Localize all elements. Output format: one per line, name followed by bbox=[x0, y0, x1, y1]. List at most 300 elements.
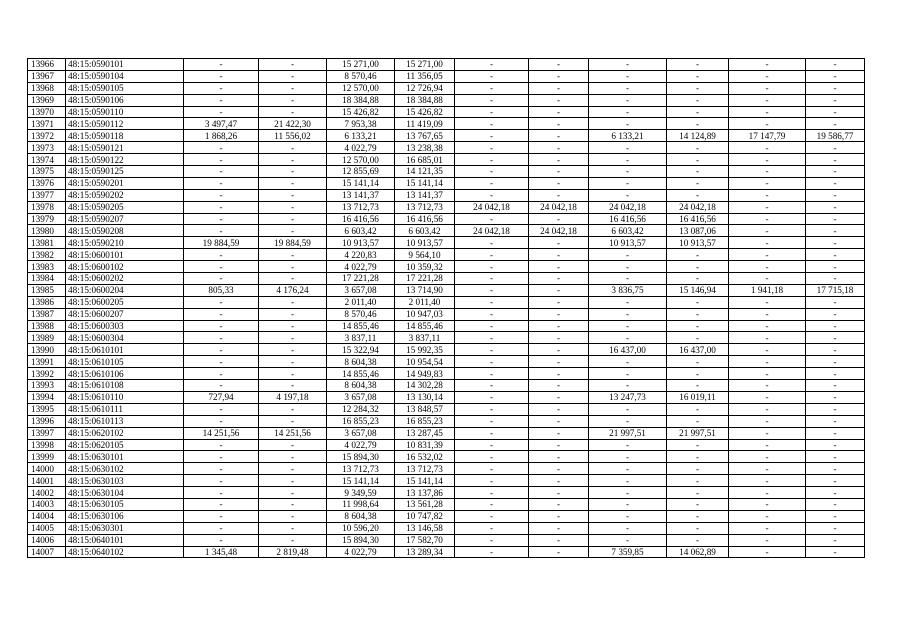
value-col-4-cell: - bbox=[259, 94, 327, 106]
value-col-8-cell: - bbox=[529, 213, 589, 225]
row-number-cell: 13967 bbox=[28, 70, 66, 82]
row-number-cell: 13991 bbox=[28, 356, 66, 368]
value-col-12-cell: - bbox=[806, 368, 865, 380]
value-col-3-cell: - bbox=[184, 320, 259, 332]
value-col-12-cell: - bbox=[806, 106, 865, 118]
cadastral-number-cell: 48:15:0590201 bbox=[66, 177, 184, 189]
table-row bbox=[28, 510, 865, 522]
value-col-7-cell: - bbox=[455, 403, 529, 415]
cadastral-number-cell: 48:15:0630301 bbox=[66, 522, 184, 534]
value-col-5-cell: 4 022,79 bbox=[327, 261, 395, 273]
row-number-cell: 14004 bbox=[28, 510, 66, 522]
value-col-12-cell: - bbox=[806, 332, 865, 344]
cadastral-number-cell: 48:15:0610101 bbox=[66, 344, 184, 356]
value-col-12-cell: - bbox=[806, 94, 865, 106]
value-col-11-cell: - bbox=[729, 380, 806, 392]
value-col-5-cell: 11 998,64 bbox=[327, 498, 395, 510]
value-col-3-cell: - bbox=[184, 177, 259, 189]
value-col-11-cell: - bbox=[729, 403, 806, 415]
value-col-8-cell: - bbox=[529, 70, 589, 82]
value-col-3-cell: - bbox=[184, 308, 259, 320]
value-col-12-cell: - bbox=[806, 344, 865, 356]
value-col-6-cell: 13 289,34 bbox=[395, 546, 455, 558]
value-col-10-cell: - bbox=[667, 380, 729, 392]
value-col-8-cell: - bbox=[529, 284, 589, 296]
cadastral-number-cell: 48:15:0610113 bbox=[66, 415, 184, 427]
value-col-3-cell: - bbox=[184, 475, 259, 487]
value-col-4-cell: - bbox=[259, 498, 327, 510]
value-col-6-cell: 12 726,94 bbox=[395, 82, 455, 94]
value-col-3-cell: - bbox=[184, 106, 259, 118]
value-col-12-cell: - bbox=[806, 415, 865, 427]
value-col-5-cell: 13 712,73 bbox=[327, 201, 395, 213]
value-col-12-cell: - bbox=[806, 498, 865, 510]
value-col-3-cell: 19 884,59 bbox=[184, 237, 259, 249]
value-col-7-cell: - bbox=[455, 284, 529, 296]
value-col-12-cell: - bbox=[806, 546, 865, 558]
value-col-11-cell: - bbox=[729, 189, 806, 201]
row-number-cell: 13981 bbox=[28, 237, 66, 249]
value-col-5-cell: 15 141,14 bbox=[327, 177, 395, 189]
value-col-11-cell: - bbox=[729, 225, 806, 237]
value-col-12-cell: - bbox=[806, 403, 865, 415]
cadastral-number-cell: 48:15:0610111 bbox=[66, 403, 184, 415]
value-col-3-cell: - bbox=[184, 510, 259, 522]
table-row bbox=[28, 427, 865, 439]
cadastral-number-cell: 48:15:0590104 bbox=[66, 70, 184, 82]
value-col-5-cell: 4 220,83 bbox=[327, 249, 395, 261]
row-number-cell: 13974 bbox=[28, 154, 66, 166]
row-number-cell: 14007 bbox=[28, 546, 66, 558]
value-col-9-cell: - bbox=[589, 522, 667, 534]
value-col-3-cell: - bbox=[184, 380, 259, 392]
value-col-9-cell: 6 603,42 bbox=[589, 225, 667, 237]
value-col-9-cell: - bbox=[589, 368, 667, 380]
value-col-10-cell: 16 416,56 bbox=[667, 213, 729, 225]
value-col-4-cell: - bbox=[259, 142, 327, 154]
value-col-7-cell: - bbox=[455, 273, 529, 285]
value-col-10-cell: - bbox=[667, 451, 729, 463]
value-col-4-cell: - bbox=[259, 487, 327, 499]
value-col-9-cell: - bbox=[589, 356, 667, 368]
value-col-10-cell: 13 087,06 bbox=[667, 225, 729, 237]
value-col-7-cell: - bbox=[455, 142, 529, 154]
value-col-12-cell: - bbox=[806, 320, 865, 332]
value-col-12-cell: - bbox=[806, 225, 865, 237]
cadastral-number-cell: 48:15:0590210 bbox=[66, 237, 184, 249]
value-col-12-cell: - bbox=[806, 189, 865, 201]
value-col-11-cell: - bbox=[729, 249, 806, 261]
table-row bbox=[28, 166, 865, 178]
value-col-9-cell: - bbox=[589, 166, 667, 178]
value-col-10-cell: - bbox=[667, 296, 729, 308]
cadastral-number-cell: 48:15:0630106 bbox=[66, 510, 184, 522]
value-col-4-cell: - bbox=[259, 59, 327, 71]
value-col-10-cell: 15 146,94 bbox=[667, 284, 729, 296]
value-col-9-cell: 10 913,57 bbox=[589, 237, 667, 249]
value-col-8-cell: - bbox=[529, 273, 589, 285]
value-col-3-cell: - bbox=[184, 59, 259, 71]
table-row bbox=[28, 391, 865, 403]
value-col-8-cell: - bbox=[529, 368, 589, 380]
row-number-cell: 13986 bbox=[28, 296, 66, 308]
value-col-5-cell: 3 657,08 bbox=[327, 391, 395, 403]
value-col-4-cell: - bbox=[259, 273, 327, 285]
value-col-10-cell: - bbox=[667, 510, 729, 522]
value-col-9-cell: - bbox=[589, 249, 667, 261]
table-row bbox=[28, 118, 865, 130]
value-col-6-cell: 13 767,65 bbox=[395, 130, 455, 142]
value-col-12-cell: - bbox=[806, 522, 865, 534]
value-col-5-cell: 2 011,40 bbox=[327, 296, 395, 308]
cadastral-number-cell: 48:15:0610106 bbox=[66, 368, 184, 380]
table-row bbox=[28, 344, 865, 356]
value-col-5-cell: 8 604,38 bbox=[327, 510, 395, 522]
value-col-5-cell: 8 604,38 bbox=[327, 356, 395, 368]
row-number-cell: 13979 bbox=[28, 213, 66, 225]
value-col-11-cell: - bbox=[729, 522, 806, 534]
value-col-3-cell: 1 868,26 bbox=[184, 130, 259, 142]
cadastral-number-cell: 48:15:0590106 bbox=[66, 94, 184, 106]
value-col-4-cell: - bbox=[259, 177, 327, 189]
value-col-7-cell: - bbox=[455, 487, 529, 499]
value-col-6-cell: 15 992,35 bbox=[395, 344, 455, 356]
value-col-7-cell: - bbox=[455, 154, 529, 166]
value-col-6-cell: 16 685,01 bbox=[395, 154, 455, 166]
cadastral-number-cell: 48:15:0630104 bbox=[66, 487, 184, 499]
value-col-8-cell: - bbox=[529, 130, 589, 142]
value-col-8-cell: - bbox=[529, 59, 589, 71]
row-number-cell: 13976 bbox=[28, 177, 66, 189]
value-col-12-cell: - bbox=[806, 391, 865, 403]
table-row bbox=[28, 213, 865, 225]
row-number-cell: 13984 bbox=[28, 273, 66, 285]
table-row bbox=[28, 94, 865, 106]
value-col-12-cell: - bbox=[806, 70, 865, 82]
value-col-5-cell: 3 657,08 bbox=[327, 284, 395, 296]
row-number-cell: 13985 bbox=[28, 284, 66, 296]
value-col-7-cell: - bbox=[455, 296, 529, 308]
value-col-12-cell: - bbox=[806, 380, 865, 392]
value-col-7-cell: - bbox=[455, 439, 529, 451]
cadastral-number-cell: 48:15:0590205 bbox=[66, 201, 184, 213]
value-col-6-cell: 10 913,57 bbox=[395, 237, 455, 249]
value-col-8-cell: - bbox=[529, 308, 589, 320]
cadastral-number-cell: 48:15:0620102 bbox=[66, 427, 184, 439]
value-col-4-cell: 21 422,30 bbox=[259, 118, 327, 130]
value-col-3-cell: - bbox=[184, 142, 259, 154]
value-col-7-cell: - bbox=[455, 308, 529, 320]
value-col-8-cell: - bbox=[529, 237, 589, 249]
cadastral-number-cell: 48:15:0600102 bbox=[66, 261, 184, 273]
value-col-8-cell: - bbox=[529, 320, 589, 332]
value-col-9-cell: - bbox=[589, 380, 667, 392]
value-col-6-cell: 15 141,14 bbox=[395, 177, 455, 189]
value-col-11-cell: - bbox=[729, 356, 806, 368]
value-col-5-cell: 9 349,59 bbox=[327, 487, 395, 499]
value-col-9-cell: - bbox=[589, 118, 667, 130]
row-number-cell: 13990 bbox=[28, 344, 66, 356]
cadastral-number-cell: 48:15:0630103 bbox=[66, 475, 184, 487]
value-col-3-cell: - bbox=[184, 332, 259, 344]
value-col-3-cell: 1 345,48 bbox=[184, 546, 259, 558]
value-col-10-cell: - bbox=[667, 82, 729, 94]
value-col-6-cell: 13 712,73 bbox=[395, 463, 455, 475]
value-col-6-cell: 14 949,83 bbox=[395, 368, 455, 380]
value-col-4-cell: - bbox=[259, 368, 327, 380]
value-col-4-cell: - bbox=[259, 534, 327, 546]
value-col-7-cell: - bbox=[455, 415, 529, 427]
value-col-12-cell: - bbox=[806, 82, 865, 94]
value-col-4-cell: - bbox=[259, 403, 327, 415]
value-col-10-cell: 24 042,18 bbox=[667, 201, 729, 213]
value-col-5-cell: 6 603,42 bbox=[327, 225, 395, 237]
value-col-3-cell: 727,94 bbox=[184, 391, 259, 403]
value-col-7-cell: - bbox=[455, 130, 529, 142]
value-col-4-cell: - bbox=[259, 463, 327, 475]
value-col-9-cell: - bbox=[589, 70, 667, 82]
value-col-3-cell: - bbox=[184, 261, 259, 273]
value-col-9-cell: - bbox=[589, 487, 667, 499]
table-row bbox=[28, 320, 865, 332]
value-col-7-cell: - bbox=[455, 427, 529, 439]
value-col-3-cell: - bbox=[184, 166, 259, 178]
value-col-9-cell: 16 437,00 bbox=[589, 344, 667, 356]
value-col-5-cell: 10 913,57 bbox=[327, 237, 395, 249]
value-col-7-cell: - bbox=[455, 510, 529, 522]
value-col-10-cell: - bbox=[667, 106, 729, 118]
table-row bbox=[28, 106, 865, 118]
value-col-10-cell: - bbox=[667, 522, 729, 534]
value-col-3-cell: 14 251,56 bbox=[184, 427, 259, 439]
value-col-10-cell: - bbox=[667, 177, 729, 189]
value-col-7-cell: - bbox=[455, 106, 529, 118]
cadastral-number-cell: 48:15:0600304 bbox=[66, 332, 184, 344]
value-col-6-cell: 17 582,70 bbox=[395, 534, 455, 546]
value-col-6-cell: 14 302,28 bbox=[395, 380, 455, 392]
value-col-7-cell: - bbox=[455, 118, 529, 130]
value-col-12-cell: - bbox=[806, 534, 865, 546]
value-col-11-cell: - bbox=[729, 296, 806, 308]
row-number-cell: 14000 bbox=[28, 463, 66, 475]
value-col-3-cell: - bbox=[184, 225, 259, 237]
value-col-5-cell: 3 657,08 bbox=[327, 427, 395, 439]
value-col-4-cell: - bbox=[259, 106, 327, 118]
value-col-9-cell: - bbox=[589, 273, 667, 285]
value-col-4-cell: - bbox=[259, 380, 327, 392]
value-col-3-cell: 805,33 bbox=[184, 284, 259, 296]
value-col-10-cell: - bbox=[667, 94, 729, 106]
value-col-4-cell: - bbox=[259, 308, 327, 320]
value-col-12-cell: - bbox=[806, 439, 865, 451]
cadastral-number-cell: 48:15:0590121 bbox=[66, 142, 184, 154]
row-number-cell: 13993 bbox=[28, 380, 66, 392]
value-col-3-cell: - bbox=[184, 249, 259, 261]
table-row bbox=[28, 356, 865, 368]
table-row bbox=[28, 130, 865, 142]
value-col-6-cell: 10 954,54 bbox=[395, 356, 455, 368]
row-number-cell: 13970 bbox=[28, 106, 66, 118]
row-number-cell: 13989 bbox=[28, 332, 66, 344]
value-col-7-cell: - bbox=[455, 82, 529, 94]
value-col-9-cell: - bbox=[589, 94, 667, 106]
table-row bbox=[28, 522, 865, 534]
cadastral-number-cell: 48:15:0590110 bbox=[66, 106, 184, 118]
value-col-7-cell: - bbox=[455, 237, 529, 249]
row-number-cell: 14003 bbox=[28, 498, 66, 510]
value-col-4-cell: - bbox=[259, 261, 327, 273]
value-col-4-cell: - bbox=[259, 189, 327, 201]
value-col-11-cell: 1 941,18 bbox=[729, 284, 806, 296]
value-col-10-cell: 14 062,89 bbox=[667, 546, 729, 558]
value-col-4-cell: - bbox=[259, 320, 327, 332]
value-col-10-cell: - bbox=[667, 498, 729, 510]
row-number-cell: 13997 bbox=[28, 427, 66, 439]
value-col-4-cell: - bbox=[259, 439, 327, 451]
value-col-4-cell: 14 251,56 bbox=[259, 427, 327, 439]
value-col-12-cell: - bbox=[806, 154, 865, 166]
value-col-7-cell: - bbox=[455, 59, 529, 71]
value-col-4-cell: - bbox=[259, 166, 327, 178]
value-col-8-cell: - bbox=[529, 546, 589, 558]
value-col-6-cell: 11 419,09 bbox=[395, 118, 455, 130]
value-col-4-cell: - bbox=[259, 451, 327, 463]
value-col-12-cell: - bbox=[806, 166, 865, 178]
value-col-8-cell: - bbox=[529, 510, 589, 522]
value-col-3-cell: 3 497,47 bbox=[184, 118, 259, 130]
table-row bbox=[28, 59, 865, 71]
value-col-10-cell: - bbox=[667, 142, 729, 154]
value-col-11-cell: - bbox=[729, 510, 806, 522]
value-col-5-cell: 12 855,69 bbox=[327, 166, 395, 178]
value-col-4-cell: 19 884,59 bbox=[259, 237, 327, 249]
value-col-5-cell: 12 570,00 bbox=[327, 82, 395, 94]
value-col-10-cell: - bbox=[667, 463, 729, 475]
value-col-8-cell: - bbox=[529, 344, 589, 356]
value-col-6-cell: 3 837,11 bbox=[395, 332, 455, 344]
value-col-5-cell: 15 426,82 bbox=[327, 106, 395, 118]
value-col-4-cell: 4 176,24 bbox=[259, 284, 327, 296]
value-col-8-cell: - bbox=[529, 356, 589, 368]
cadastral-number-cell: 48:15:0600303 bbox=[66, 320, 184, 332]
value-col-4-cell: 11 556,02 bbox=[259, 130, 327, 142]
cadastral-number-cell: 48:15:0590101 bbox=[66, 59, 184, 71]
value-col-9-cell: - bbox=[589, 154, 667, 166]
value-col-6-cell: 13 137,86 bbox=[395, 487, 455, 499]
cadastral-value-table bbox=[27, 58, 865, 558]
value-col-3-cell: - bbox=[184, 368, 259, 380]
value-col-11-cell: - bbox=[729, 391, 806, 403]
value-col-4-cell: - bbox=[259, 249, 327, 261]
table-row bbox=[28, 546, 865, 558]
value-col-11-cell: - bbox=[729, 201, 806, 213]
value-col-11-cell: - bbox=[729, 308, 806, 320]
value-col-4-cell: - bbox=[259, 332, 327, 344]
value-col-9-cell: - bbox=[589, 296, 667, 308]
value-col-11-cell: - bbox=[729, 177, 806, 189]
value-col-5-cell: 6 133,21 bbox=[327, 130, 395, 142]
value-col-11-cell: - bbox=[729, 534, 806, 546]
value-col-6-cell: 10 747,82 bbox=[395, 510, 455, 522]
row-number-cell: 14002 bbox=[28, 487, 66, 499]
table-row bbox=[28, 439, 865, 451]
value-col-9-cell: - bbox=[589, 510, 667, 522]
value-col-12-cell: - bbox=[806, 118, 865, 130]
table-row bbox=[28, 296, 865, 308]
value-col-12-cell: 17 715,18 bbox=[806, 284, 865, 296]
value-col-7-cell: - bbox=[455, 380, 529, 392]
value-col-11-cell: - bbox=[729, 368, 806, 380]
value-col-8-cell: - bbox=[529, 106, 589, 118]
value-col-3-cell: - bbox=[184, 451, 259, 463]
value-col-3-cell: - bbox=[184, 415, 259, 427]
row-number-cell: 13999 bbox=[28, 451, 66, 463]
cadastral-number-cell: 48:15:0600101 bbox=[66, 249, 184, 261]
value-col-5-cell: 16 855,23 bbox=[327, 415, 395, 427]
value-col-3-cell: - bbox=[184, 534, 259, 546]
value-col-11-cell: - bbox=[729, 332, 806, 344]
value-col-6-cell: 18 384,88 bbox=[395, 94, 455, 106]
value-col-9-cell: - bbox=[589, 463, 667, 475]
value-col-7-cell: - bbox=[455, 344, 529, 356]
value-col-6-cell: 14 121,35 bbox=[395, 166, 455, 178]
value-col-8-cell: - bbox=[529, 189, 589, 201]
value-col-3-cell: - bbox=[184, 344, 259, 356]
value-col-11-cell: - bbox=[729, 320, 806, 332]
value-col-8-cell: 24 042,18 bbox=[529, 201, 589, 213]
value-col-5-cell: 13 712,73 bbox=[327, 463, 395, 475]
value-col-11-cell: - bbox=[729, 82, 806, 94]
value-col-9-cell: 21 997,51 bbox=[589, 427, 667, 439]
table-row bbox=[28, 154, 865, 166]
value-col-9-cell: 3 836,75 bbox=[589, 284, 667, 296]
cadastral-number-cell: 48:15:0590125 bbox=[66, 166, 184, 178]
table-row bbox=[28, 534, 865, 546]
value-col-10-cell: - bbox=[667, 189, 729, 201]
value-col-12-cell: - bbox=[806, 463, 865, 475]
value-col-11-cell: - bbox=[729, 463, 806, 475]
cadastral-number-cell: 48:15:0640102 bbox=[66, 546, 184, 558]
table-row bbox=[28, 403, 865, 415]
value-col-9-cell: 16 416,56 bbox=[589, 213, 667, 225]
row-number-cell: 13996 bbox=[28, 415, 66, 427]
table-row bbox=[28, 82, 865, 94]
value-col-3-cell: - bbox=[184, 439, 259, 451]
value-col-12-cell: - bbox=[806, 308, 865, 320]
value-col-5-cell: 15 141,14 bbox=[327, 475, 395, 487]
table-row bbox=[28, 487, 865, 499]
value-col-11-cell: - bbox=[729, 475, 806, 487]
value-col-8-cell: - bbox=[529, 261, 589, 273]
value-col-3-cell: - bbox=[184, 487, 259, 499]
value-col-11-cell: - bbox=[729, 237, 806, 249]
row-number-cell: 13987 bbox=[28, 308, 66, 320]
cadastral-number-cell: 48:15:0630102 bbox=[66, 463, 184, 475]
value-col-7-cell: - bbox=[455, 534, 529, 546]
value-col-9-cell: - bbox=[589, 142, 667, 154]
cadastral-number-cell: 48:15:0640101 bbox=[66, 534, 184, 546]
value-col-8-cell: 24 042,18 bbox=[529, 225, 589, 237]
value-col-9-cell: - bbox=[589, 308, 667, 320]
value-col-8-cell: - bbox=[529, 296, 589, 308]
value-col-7-cell: - bbox=[455, 94, 529, 106]
value-col-8-cell: - bbox=[529, 403, 589, 415]
value-col-8-cell: - bbox=[529, 475, 589, 487]
table-row bbox=[28, 463, 865, 475]
value-col-11-cell: - bbox=[729, 427, 806, 439]
value-col-4-cell: - bbox=[259, 522, 327, 534]
value-col-3-cell: - bbox=[184, 403, 259, 415]
